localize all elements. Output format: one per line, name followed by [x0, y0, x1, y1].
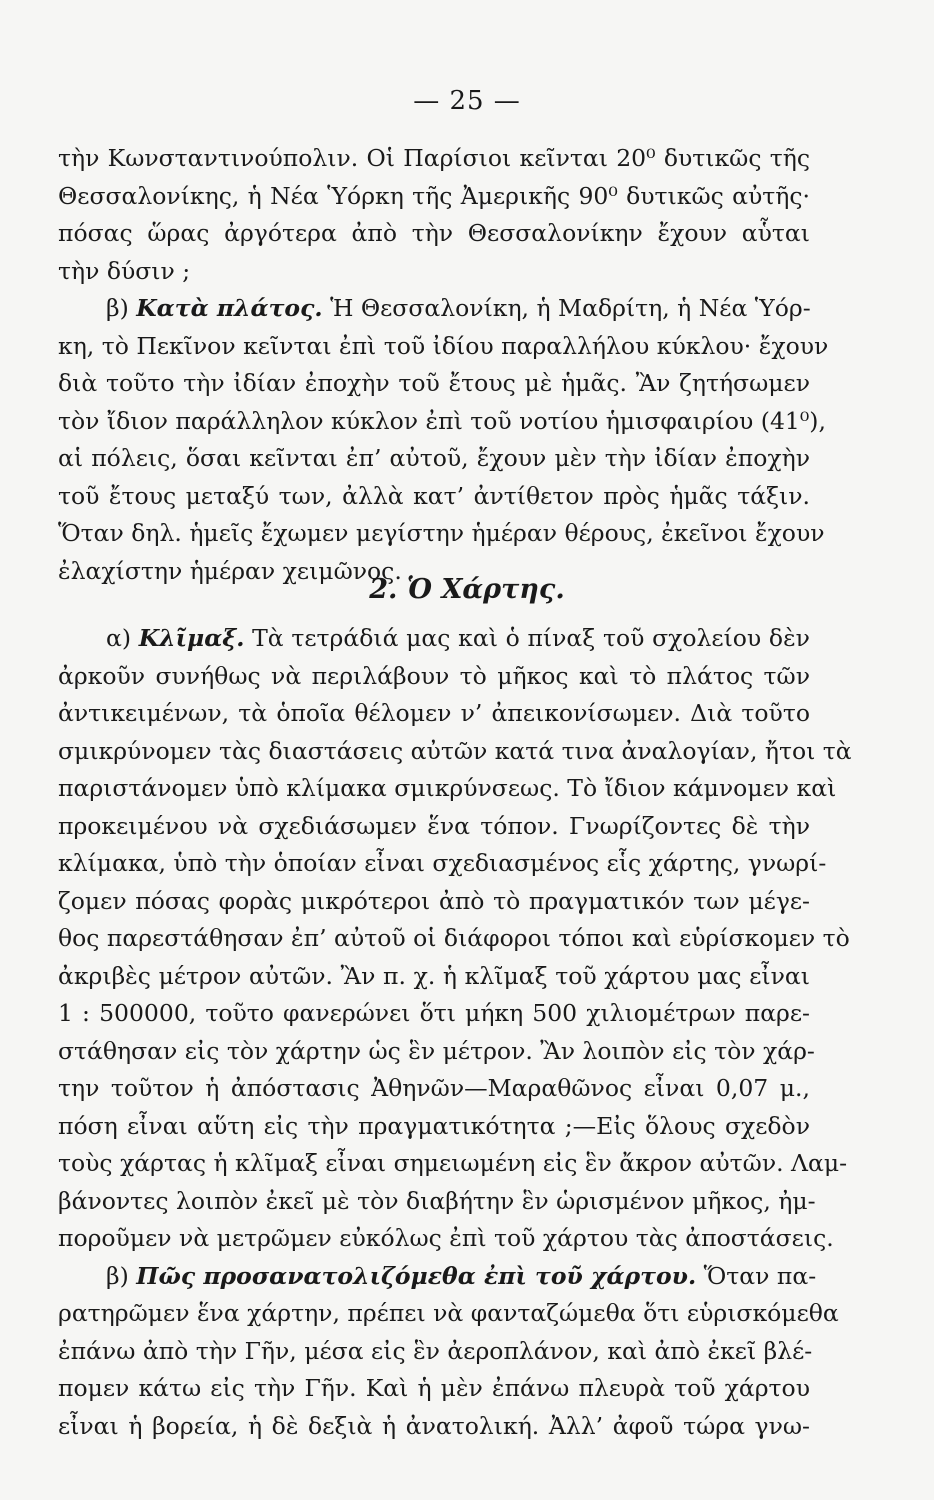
text-line: 1 : 500000, τοῦτο φανερώνει ὅτι μήκη 500 χιλιομέτρων παρε- [58, 999, 810, 1027]
line-text: Ὅταν πα- [703, 1261, 817, 1290]
text-line: ἀρκοῦν συνήθως νὰ περιλάβουν τὸ μῆκος καὶ τὸ πλάτος τῶν [58, 661, 810, 690]
subheading-inline: Πῶς προσανατολιζόμεθα ἐπὶ τοῦ χάρτου. [136, 1261, 697, 1290]
section-heading: 2. Ὁ Χάρτης. [369, 574, 565, 605]
item-label: β) [106, 1261, 129, 1290]
text-line [58, 290, 810, 328]
text-line: διὰ τοῦτο τὴν ἰδίαν ἐποχὴν τοῦ ἔτους μὲ ἡμᾶς. Ἂν ζητήσωμεν [58, 369, 810, 397]
text-line: θος παρεστάθησαν ἐπ’ αὐτοῦ οἱ διάφοροι τόποι καὶ εὑρίσκομεν τὸ [58, 924, 850, 952]
item-label: α) [106, 624, 132, 652]
text-line: ζομεν πόσας φορὰς μικρότεροι ἀπὸ τὸ πραγματικόν των μέγε- [58, 886, 810, 915]
subheading-inline: Κλῖμαξ. [138, 624, 245, 652]
page-number: — 25 — [413, 86, 521, 116]
text-line: Θεσσαλονίκης, ἡ Νέα Ὑόρκη τῆς Ἀμερικῆς 90⁰ δυτικῶς αὐτῆς· [58, 181, 810, 210]
text-line: ρατηρῶμεν ἕνα χάρτην, πρέπει νὰ φανταζώμεθα ὅτι εὑρισκόμεθα [58, 1299, 839, 1327]
text-line: στάθησαν εἰς τὸν χάρτην ὡς ἓν μέτρον. Ἂν λοιπὸν εἰς τὸν χάρ- [58, 1036, 815, 1065]
text-line: παριστάνομεν ὑπὸ κλίμακα σμικρύνσεως. Τὸ ἴδιον κάμνομεν καὶ [58, 774, 837, 802]
text-line: ἀντικειμένων, τὰ ὁποῖα θέλομεν ν’ ἀπεικονίσωμεν. Διὰ τοῦτο [58, 699, 810, 727]
text-line: τὴν δύσιν ; [58, 256, 191, 285]
text-line: πόση εἶναι αὕτη εἰς τὴν πραγματικότητα ;—Εἰς ὅλους σχεδὸν [58, 1111, 810, 1140]
text-line: κη, τὸ Πεκῖνον κεῖνται ἐπὶ τοῦ ἰδίου παραλλήλου κύκλου· ἔχουν [58, 331, 829, 360]
text-line: Ὅταν δηλ. ἡμεῖς ἔχωμεν μεγίστην ἡμέραν θέρους, ἐκεῖνοι ἔχουν [58, 519, 825, 547]
text-line: ποροῦμεν νὰ μετρῶμεν εὐκόλως ἐπὶ τοῦ χάρτου τὰς ἀποστάσεις. [58, 1224, 834, 1252]
text-line: τὸν ἴδιον παράλληλον κύκλον ἐπὶ τοῦ νοτίου ἡμισφαιρίου (41⁰), [58, 406, 826, 435]
paragraph-block-top [58, 140, 829, 590]
text-line: τοὺς χάρτας ἡ κλῖμαξ εἶναι σημειωμένη εἰς ἓν ἄκρον αὐτῶν. Λαμ- [58, 1149, 848, 1177]
text-line: την τοῦτον ἡ ἀπόστασις Ἀθηνῶν—Μαραθῶνος εἶναι 0,07 μ., [58, 1074, 810, 1102]
text-line: τοῦ ἔτους μεταξύ των, ἀλλὰ κατ’ ἀντίθετον πρὸς ἡμᾶς τάξιν. [58, 481, 810, 510]
text-line: κλίμακα, ὑπὸ τὴν ὁποίαν εἶναι σχεδιασμένος εἷς χάρτης, γνωρί- [58, 849, 827, 877]
paragraph-block-bottom [58, 620, 852, 1445]
text-line: αἱ πόλεις, ὅσαι κεῖνται ἐπ’ αὐτοῦ, ἔχουν μὲν τὴν ἰδίαν ἐποχὴν [58, 444, 810, 472]
text-line: προκειμένου νὰ σχεδιάσωμεν ἕνα τόπον. Γνωρίζοντες δὲ τὴν [58, 811, 810, 840]
text-line: τὴν Κωνσταντινούπολιν. Οἱ Παρίσιοι κεῖνται 20⁰ δυτικῶς τῆς [58, 144, 810, 172]
text-line: πομεν κάτω εἰς τὴν Γῆν. Καὶ ἡ μὲν ἐπάνω πλευρὰ τοῦ χάρτου [58, 1374, 810, 1402]
text-line: ἐπάνω ἀπὸ τὴν Γῆν, μέσα εἰς ἓν ἀεροπλάνον, καὶ ἀπὸ ἐκεῖ βλέ- [58, 1336, 813, 1365]
text-line: πόσας ὥρας ἀργότερα ἀπὸ τὴν Θεσσαλονίκην ἔχουν αὗται [58, 219, 810, 247]
item-label: β) [106, 294, 129, 322]
line-text: Ἡ Θεσσαλονίκη, ἡ Μαδρίτη, ἡ Νέα Ὑόρ- [330, 294, 811, 322]
text-line: βάνοντες λοιπὸν ἐκεῖ μὲ τὸν διαβήτην ἓν ὡρισμένον μῆκος, ἠμ- [58, 1186, 816, 1215]
text-line: ἀκριβὲς μέτρον αὐτῶν. Ἂν π. χ. ἡ κλῖμαξ τοῦ χάρτου μας εἶναι [58, 961, 810, 990]
subheading-inline: Κατὰ πλάτος. [136, 294, 323, 322]
text-line: σμικρύνομεν τὰς διαστάσεις αὐτῶν κατά τινα ἀναλογίαν, ἤτοι τὰ [58, 736, 852, 765]
text-line [58, 620, 810, 658]
line-text: Τὰ τετράδιά μας καὶ ὁ πίναξ τοῦ σχολείου δὲν [252, 624, 810, 652]
text-line [58, 1258, 817, 1296]
text-line: εἶναι ἡ βορεία, ἡ δὲ δεξιὰ ἡ ἀνατολική. Ἀλλ’ ἀφοῦ τώρα γνω- [58, 1411, 810, 1440]
text-line: ἐλαχίστην ἡμέραν χειμῶνος. [58, 556, 402, 585]
